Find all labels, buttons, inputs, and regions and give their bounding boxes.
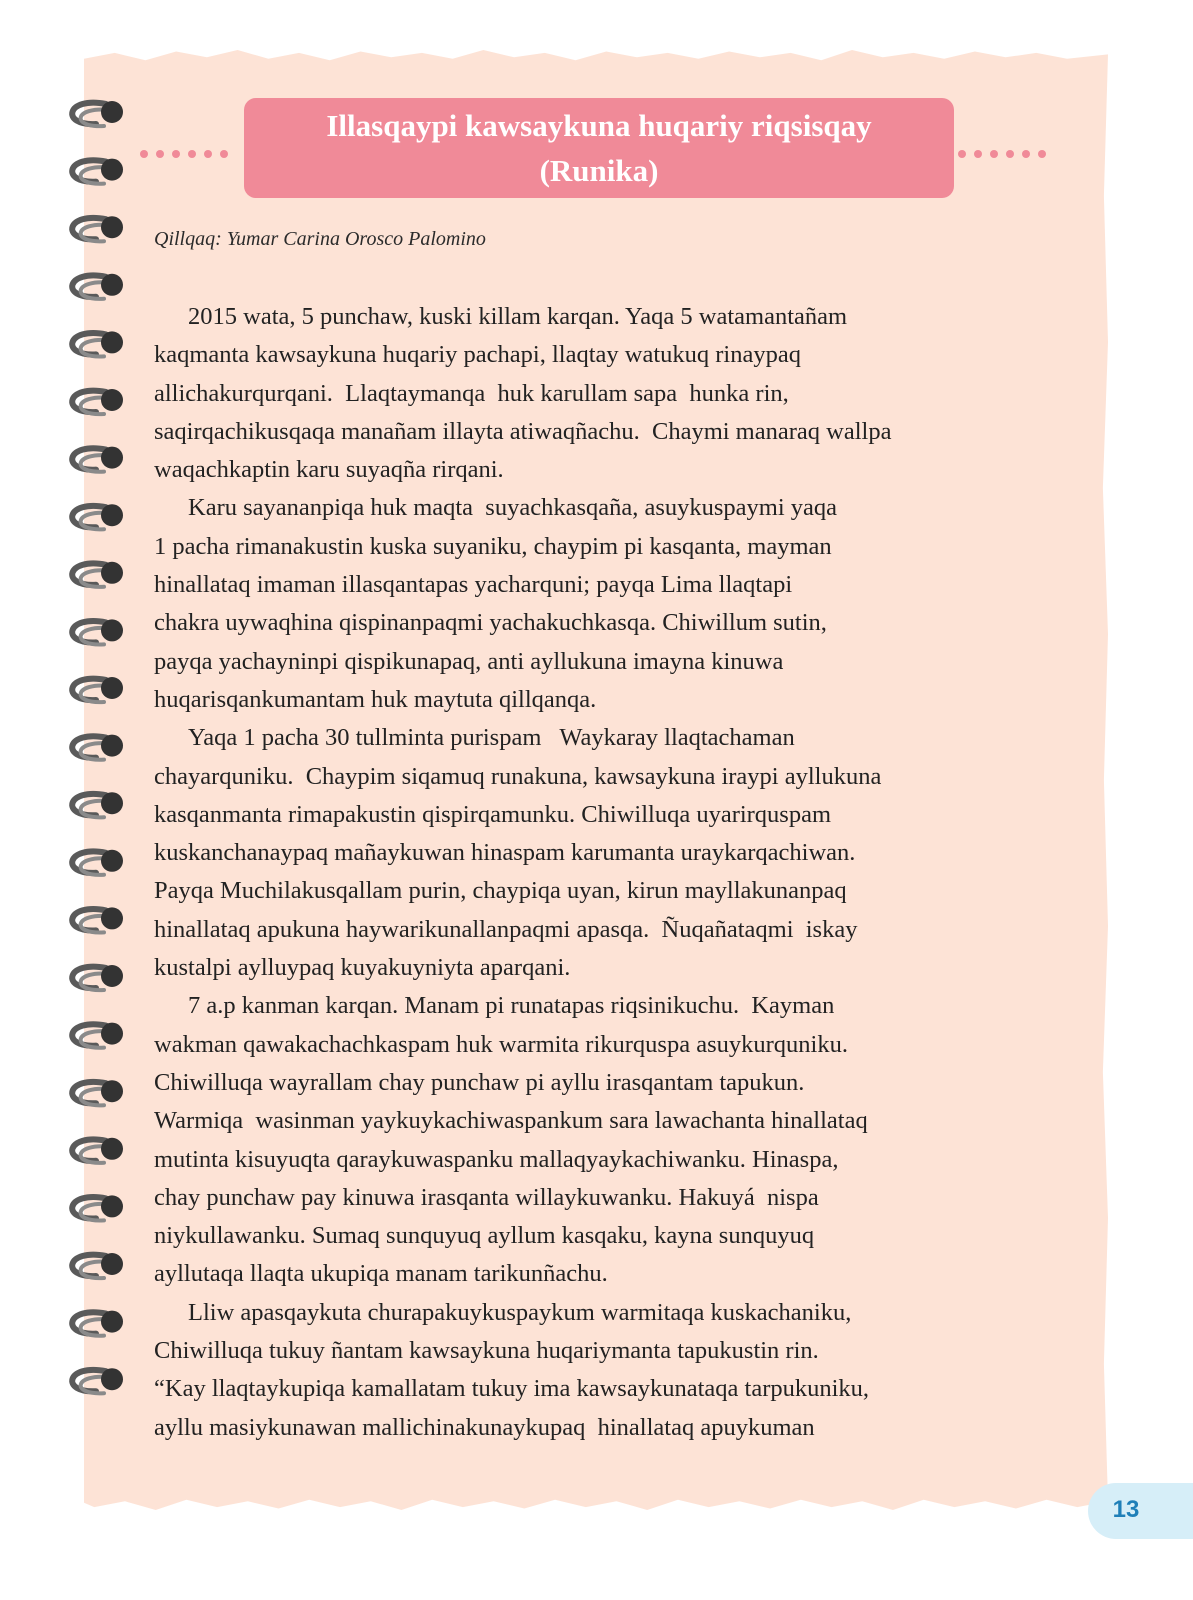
story-body <box>154 298 1054 1447</box>
paragraph-first-line: Lliw apasqaykuta churapakuykuspaykum warmitaqa kuskachaniku, <box>188 1298 852 1326</box>
spiral-ring <box>72 792 123 817</box>
paragraph-first-line: Karu sayananpiqa huk maqta suyachkasqaña, asuykuspaymi yaqa <box>188 494 838 522</box>
spiral-ring <box>72 1195 123 1220</box>
paragraph-line: kuskanchanaypaq mañaykuwan hinaspam karumanta uraykarqachiwan. <box>154 839 856 867</box>
spiral-ring <box>72 1368 123 1393</box>
spiral-ring <box>72 1311 123 1336</box>
page-title <box>326 103 871 193</box>
spiral-ring <box>72 1080 123 1105</box>
title-dots-right <box>958 145 1054 155</box>
spiral-ring <box>72 274 123 299</box>
paragraph-line: niykullawanku. Sumaq sunquyuq ayllum kasqaku, kayna sunquyuq <box>154 1222 815 1250</box>
spiral-ring <box>72 1023 123 1048</box>
paragraph-line: huqarisqankumantam huk maytuta qillqanqa. <box>154 685 597 713</box>
paragraph-line: “Kay llaqtaykupiqa kamallatam tukuy ima kawsaykunataqa tarpukuniku, <box>154 1375 870 1403</box>
paragraph-line: saqirqachikusqaqa manañam illayta atiwaqñachu. Chaymi manaraq wallpa <box>154 417 892 445</box>
paragraph-line: payqa yachayninpi qispikunapaq, anti ayllukuna imayna kinuwa <box>154 647 784 675</box>
paragraph-line: chakra uywaqhina qispinanpaqmi yachakuchkasqa. Chiwillum sutin, <box>154 609 827 637</box>
spiral-ring <box>72 159 123 184</box>
spiral-ring <box>72 677 123 702</box>
spiral-ring <box>72 619 123 644</box>
spiral-ring <box>72 1253 123 1278</box>
page-number: 13 <box>1112 1496 1140 1523</box>
spiral-binding <box>56 92 136 1452</box>
title-line-1: Illasqaypi kawsaykuna huqariy riqsisqay <box>326 108 872 143</box>
paragraph-line: waqachkaptin karu suyaqña rirqani. <box>154 456 504 484</box>
author-credit: Qillqaq: Yumar Carina Orosco Palomino <box>154 228 486 250</box>
paragraph-line: Chiwilluqa wayrallam chay punchaw pi ayllu irasqantam tapukun. <box>154 1068 805 1096</box>
paragraph-line: Payqa Muchilakusqallam purin, chaypiqa uyan, kirun mayllakunanpaq <box>154 877 847 905</box>
paragraph-line: kasqanmanta rimapakustin qispirqamunku. Chiwilluqa uyarirquspam <box>154 800 832 828</box>
paragraph-line: chayarquniku. Chaypim siqamuq runakuna, kawsaykuna iraypi ayllukuna <box>154 762 882 790</box>
spiral-ring <box>72 216 123 241</box>
paragraph-line: kustalpi aylluypaq kuyakuyniyta aparqani. <box>154 954 571 982</box>
paragraph-line: Warmiqa wasinman yaykuykachiwaspankum sara lawachanta hinallataq <box>154 1107 868 1135</box>
spiral-ring <box>72 1138 123 1163</box>
paragraph-first-line: Yaqa 1 pacha 30 tullminta purispam Waykaray llaqtachaman <box>188 724 795 752</box>
spiral-ring <box>72 907 123 932</box>
paragraph-line: wakman qawakachachkaspam huk warmita rikurquspa asuykurquniku. <box>154 1030 848 1058</box>
paragraph-line: mutinta kisuyuqta qaraykuwaspanku mallaqyaykachiwanku. Hinaspa, <box>154 1145 839 1173</box>
spiral-ring <box>72 735 123 760</box>
paragraph-line: 1 pacha rimanakustin kuska suyaniku, chaypim pi kasqanta, mayman <box>154 532 832 560</box>
spiral-ring <box>72 331 123 356</box>
spiral-ring <box>72 965 123 990</box>
title-dots-left <box>140 145 236 155</box>
paragraph-line: ayllutaqa llaqta ukupiqa manam tarikunñachu. <box>154 1260 608 1288</box>
paragraph-line: chay punchaw pay kinuwa irasqanta willaykuwanku. Hakuyá nispa <box>154 1183 819 1211</box>
paragraph-line: Chiwilluqa tukuy ñantam kawsaykuna huqariymanta tapukustin rin. <box>154 1337 819 1365</box>
paragraph-first-line: 2015 wata, 5 punchaw, kuski killam karqan. Yaqa 5 watamantañam <box>188 303 848 330</box>
spiral-ring <box>72 389 123 414</box>
spiral-ring <box>72 101 123 126</box>
paragraph-line: ayllu masiykunawan mallichinakunaykupaq hinallataq apuykuman <box>154 1413 815 1441</box>
spiral-ring <box>72 850 123 875</box>
paragraph-line: hinallataq apukuna haywarikunallanpaqmi apasqa. Ñuqañataqmi iskay <box>154 915 858 943</box>
spiral-ring <box>72 562 123 587</box>
title-line-2: (Runika) <box>539 153 659 188</box>
paragraph-line: hinallataq imaman illasqantapas yacharquni; payqa Lima llaqtapi <box>154 571 793 599</box>
title-banner <box>244 98 954 198</box>
spiral-ring <box>72 504 123 529</box>
spiral-ring <box>72 447 123 472</box>
paragraph-first-line: 7 a.p kanman karqan. Manam pi runatapas riqsinikuchu. Kayman <box>188 992 835 1020</box>
paragraph-line: kaqmanta kawsaykuna huqariy pachapi, llaqtay watukuq rinaypaq <box>154 341 801 369</box>
paragraph-line: allichakurqurqani. Llaqtaymanqa huk karullam sapa hunka rin, <box>154 379 789 407</box>
